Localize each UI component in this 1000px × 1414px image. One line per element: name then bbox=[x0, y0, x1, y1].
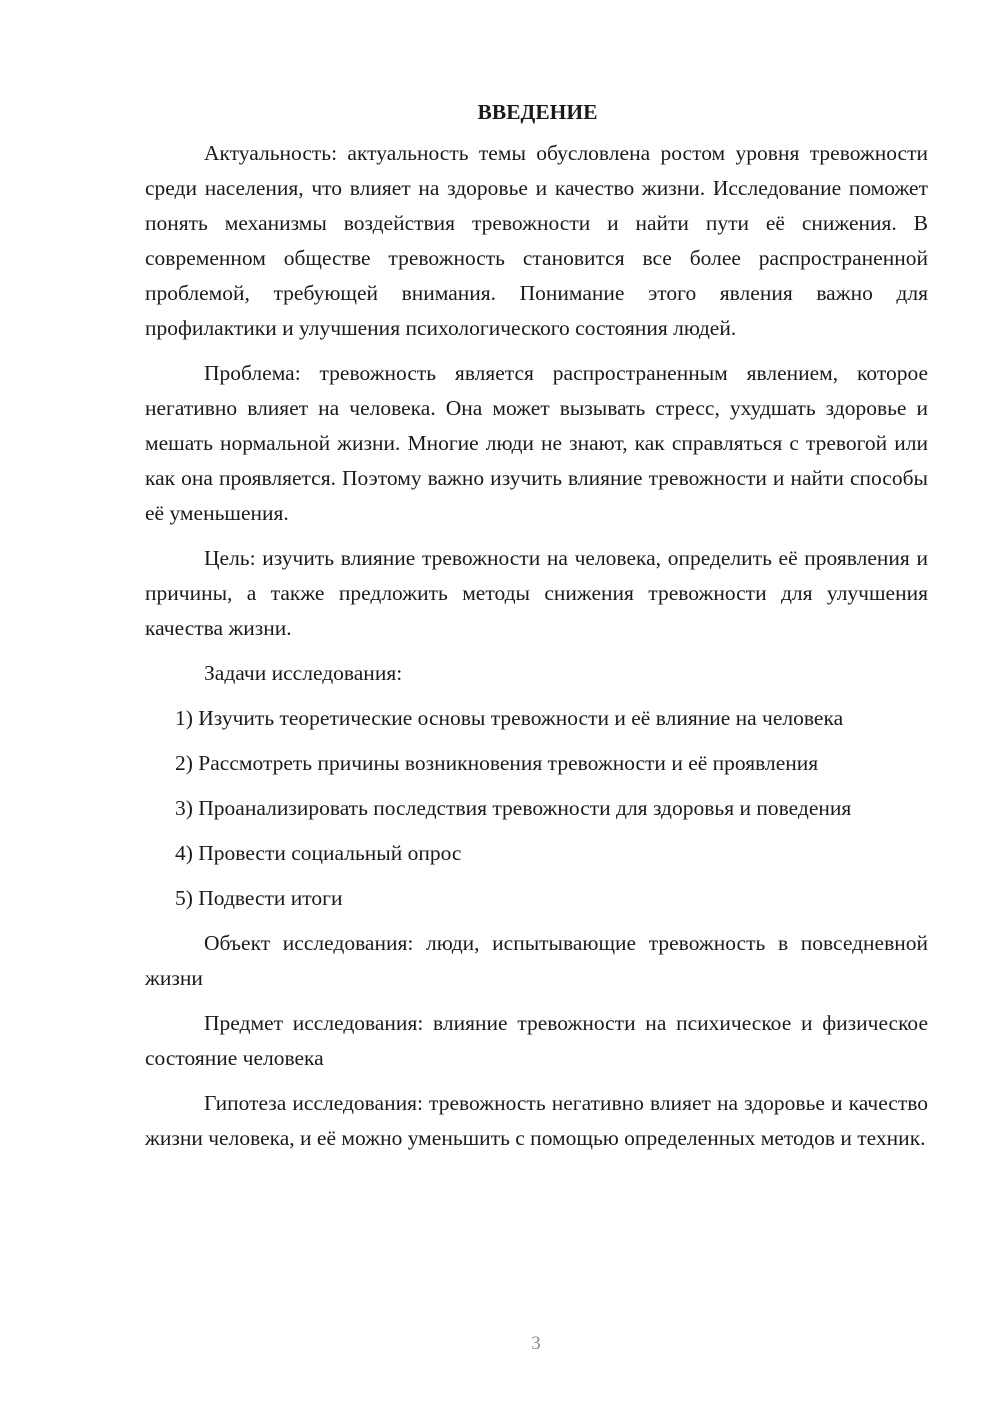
task-item: 1) Изучить теоретические основы тревожности и её влияние на человека bbox=[175, 706, 844, 730]
tasks-heading: Задачи исследования: bbox=[204, 661, 403, 685]
section-title: ВВЕДЕНИЕ bbox=[477, 100, 598, 124]
page-number: 3 bbox=[531, 1333, 541, 1354]
problem-paragraph: Проблема: тревожность является распространенным явлением, которое негативно влияет на человека. Она может вызывать стресс, ухудшать здоровье и мешать нормальной жизни. Многие люди не знают, как справляться с тревогой или как она проявляется. Поэтому важно изучить влияние тревожности и найти способы её уменьшения. bbox=[145, 361, 928, 525]
task-item: 3) Проанализировать последствия тревожности для здоровья и поведения bbox=[175, 796, 852, 820]
goal-paragraph: Цель: изучить влияние тревожности на человека, определить её проявления и причины, а также предложить методы снижения тревожности для улучшения качества жизни. bbox=[145, 546, 928, 640]
task-item: 4) Провести социальный опрос bbox=[175, 841, 462, 865]
object-paragraph: Объект исследования: люди, испытывающие тревожность в повседневной жизни bbox=[145, 931, 928, 990]
task-item: 2) Рассмотреть причины возникновения тревожности и её проявления bbox=[175, 751, 819, 775]
relevance-paragraph: Актуальность: актуальность темы обусловлена ростом уровня тревожности среди населения, что влияет на здоровье и качество жизни. Исследование поможет понять механизмы воздействия тревожности и найти пути её снижения. В современном обществе тревожность становится все более распространенной проблемой, требующей внимания. Понимание этого явления важно для профилактики и улучшения психологического состояния людей. bbox=[145, 141, 928, 340]
task-item: 5) Подвести итоги bbox=[175, 886, 343, 910]
subject-paragraph: Предмет исследования: влияние тревожности на психическое и физическое состояние человека bbox=[145, 1011, 928, 1070]
page-content bbox=[145, 95, 928, 1166]
hypothesis-paragraph: Гипотеза исследования: тревожность негативно влияет на здоровье и качество жизни человека, и её можно уменьшить с помощью определенных методов и техник. bbox=[145, 1091, 928, 1150]
